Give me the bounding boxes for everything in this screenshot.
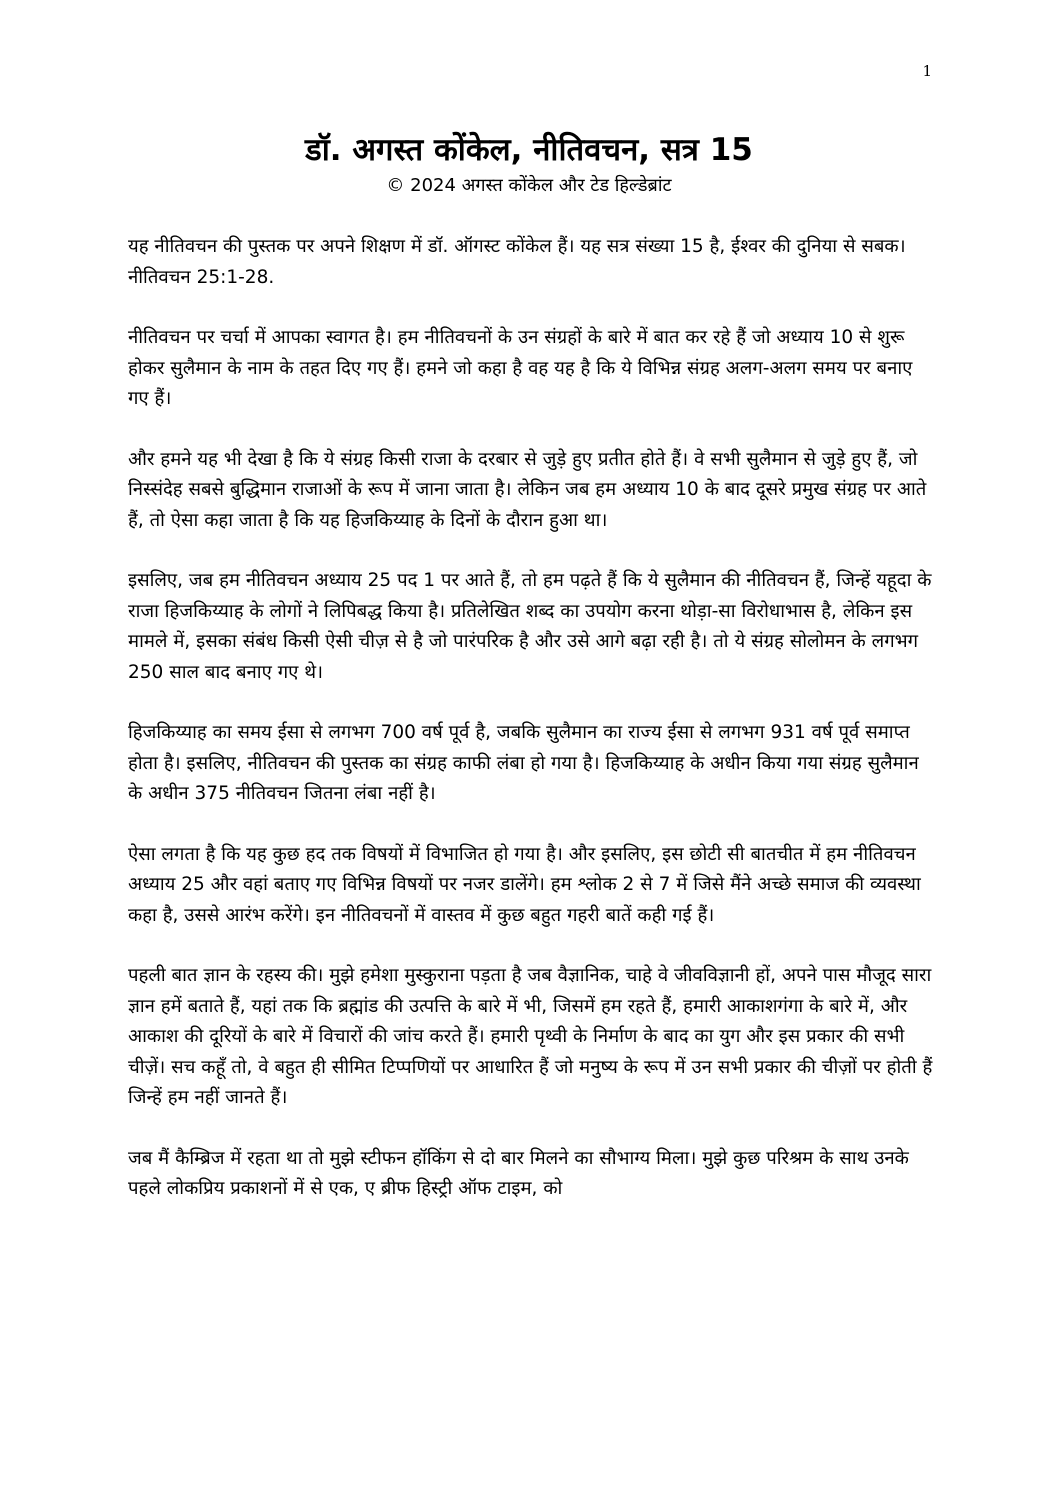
- paragraph: ऐसा लगता है कि यह कुछ हद तक विषयों में विभाजित हो गया है। और इसलिए, इस छोटी सी बातचीत में हम नीतिवचन अध्याय 25 और वहां बताए गए विभिन्न विषयों पर नजर डालेंगे। हम श्लोक 2 से 7 में जिसे मैंने अच्छे समाज की व्यवस्था कहा है, उससे आरंभ करेंगे। इन नीतिवचनों में वास्तव में कुछ बहुत गहरी बातें कही गई हैं।: [128, 843, 921, 926]
- paragraph: हिजकिय्याह का समय ईसा से लगभग 700 वर्ष पूर्व है, जबकि सुलैमान का राज्य ईसा से लगभग 931 वर्ष पूर्व समाप्त होता है। इसलिए, नीतिवचन की पुस्तक का संग्रह काफी लंबा हो गया है। हिजकिय्याह के अधीन किया गया संग्रह सुलैमान के अधीन 375 नीतिवचन जितना लंबा नहीं है।: [128, 722, 919, 804]
- paragraph: और हमने यह भी देखा है कि ये संग्रह किसी राजा के दरबार से जुड़े हुए प्रतीत होते हैं। वे सभी सुलैमान से जुड़े हुए हैं, जो निस्संदेह सबसे बुद्धिमान राजाओं के रूप में जाना जाता है। लेकिन जब हम अध्याय 10 के बाद दूसरे प्रमुख संग्रह पर आते हैं, तो ऐसा कहा जाता है कि यह हिजकिय्याह के दिनों के दौरान हुआ था।: [128, 448, 927, 531]
- paragraph: यह नीतिवचन की पुस्तक पर अपने शिक्षण में डॉ. ऑगस्ट कोंकेल हैं। यह सत्र संख्या 15 है, ईश्वर की दुनिया से सबक। नीतिवचन 25:1-28.: [128, 236, 906, 288]
- paragraph: नीतिवचन पर चर्चा में आपका स्वागत है। हम नीतिवचनों के उन संग्रहों के बारे में बात कर रहे हैं जो अध्याय 10 से शुरू होकर सुलैमान के नाम के तहत दिए गए हैं। हमने जो कहा है वह यह है कि ये विभिन्न संग्रह अलग-अलग समय पर बनाए गए हैं।: [128, 327, 913, 409]
- body-text: [128, 232, 936, 1235]
- page-number: 1: [922, 62, 932, 80]
- document-title: डॉ. अगस्त कोंकेल, नीतिवचन, सत्र 15: [305, 132, 753, 168]
- paragraph: इसलिए, जब हम नीतिवचन अध्याय 25 पद 1 पर आते हैं, तो हम पढ़ते हैं कि ये सुलैमान की नीतिवचन हैं, जिन्हें यहूदा के राजा हिजकिय्याह के लोगों ने लिपिबद्ध किया है। प्रतिलेखित शब्द का उपयोग करना थोड़ा-सा विरोधाभास है, लेकिन इस मामले में, इसका संबंध किसी ऐसी चीज़ से है जो पारंपरिक है और उसे आगे बढ़ा रही है। तो ये संग्रह सोलोमन के लगभग 250 साल बाद बनाए गए थे।: [128, 570, 932, 683]
- paragraph: जब मैं कैम्ब्रिज में रहता था तो मुझे स्टीफन हॉकिंग से दो बार मिलने का सौभाग्य मिला। मुझे कुछ परिश्रम के साथ उनके पहले लोकप्रिय प्रकाशनों में से एक, ए ब्रीफ हिस्ट्री ऑफ टाइम, को: [128, 1147, 909, 1199]
- title-block: [128, 128, 930, 200]
- copyright-line: © 2024 अगस्त कोंकेल और टेड हिल्डेब्रांट: [386, 175, 672, 196]
- paragraph: पहली बात ज्ञान के रहस्य की। मुझे हमेशा मुस्कुराना पड़ता है जब वैज्ञानिक, चाहे वे जीवविज्ञानी हों, अपने पास मौजूद सारा ज्ञान हमें बताते हैं, यहां तक कि ब्रह्मांड की उत्पत्ति के बारे में भी, जिसमें हम रहते हैं, हमारी आकाशगंगा के बारे में, और आकाश की दूरियों के बारे में विचारों की जांच करते हैं। हमारी पृथ्वी के निर्माण के बाद का युग और इस प्रकार की सभी चीज़ें। सच कहूँ तो, वे बहुत ही सीमित टिप्पणियों पर आधारित हैं जो मनुष्य के रूप में उन सभी प्रकार की चीज़ों पर होती हैं जिन्हें हम नहीं जानते हैं।: [128, 965, 933, 1108]
